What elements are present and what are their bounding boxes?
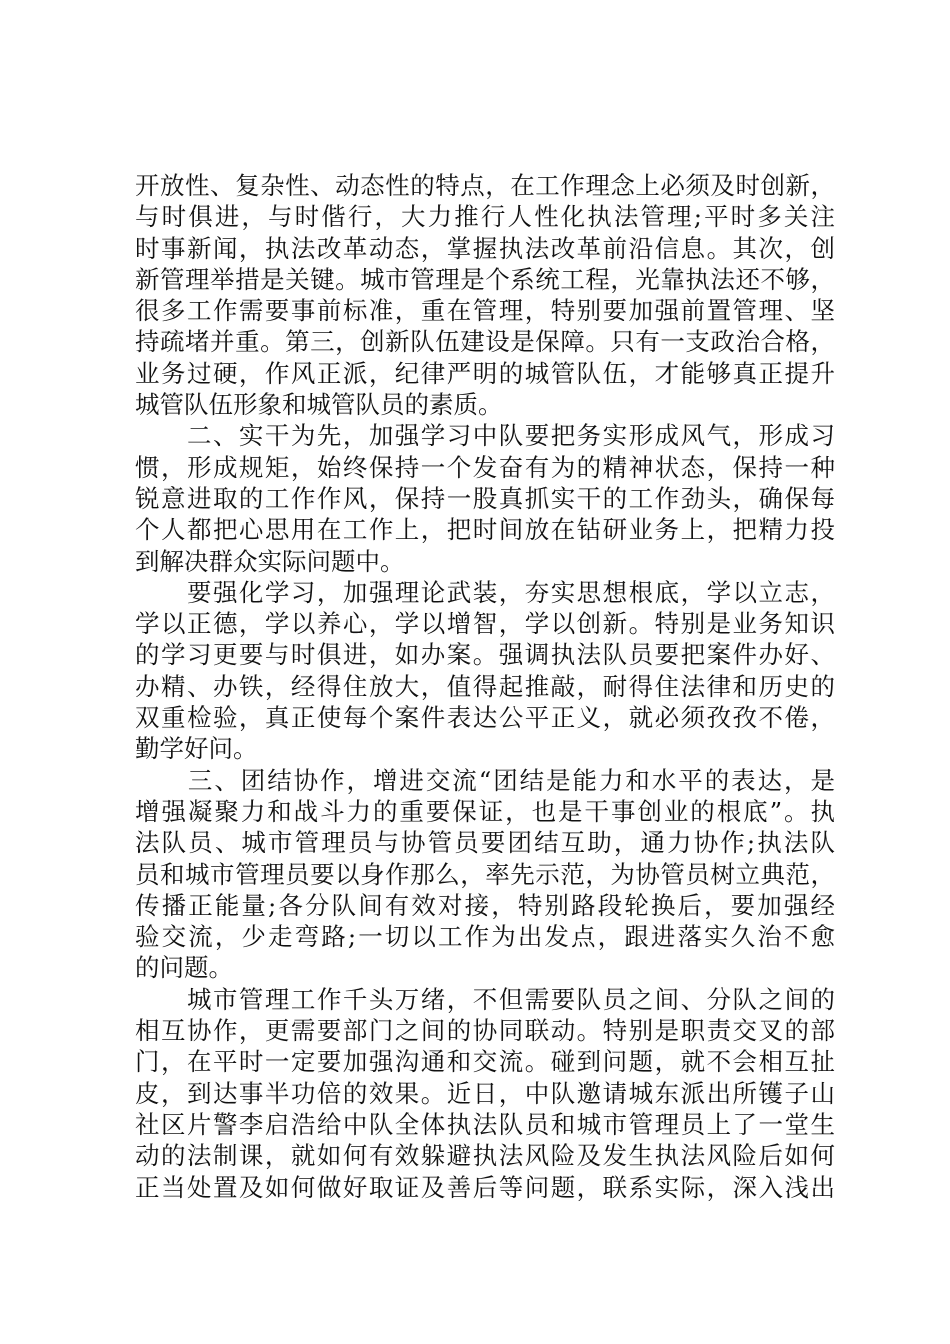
text-line: 员和城市管理员要以身作那么，率先示范，为协管员树立典范，: [135, 859, 835, 889]
text-line: 的问题。: [135, 953, 233, 983]
text-line: 新管理举措是关键。城市管理是个系统工程，光靠执法还不够，: [135, 264, 835, 294]
text-line: 惯，形成规矩，始终保持一个发奋有为的精神状态，保持一种: [135, 452, 835, 482]
text-line: 验交流，少走弯路;一切以工作为出发点，跟进落实久治不愈: [135, 922, 835, 952]
text-line: 开放性、复杂性、动态性的特点，在工作理念上必须及时创新，: [135, 171, 835, 200]
text-line: 动的法制课，就如何有效躲避执法风险及发生执法风险后如何: [135, 1141, 835, 1171]
text-line: 办精、办铁，经得住放大，值得起推敲，耐得住法律和历史的: [135, 671, 835, 701]
text-line: 门，在平时一定要加强沟通和交流。碰到问题，就不会相互扯: [135, 1047, 835, 1077]
text-line: 社区片警李启浩给中队全体执法队员和城市管理员上了一堂生: [135, 1109, 835, 1139]
text-line: 正当处置及如何做好取证及善后等问题，联系实际，深入浅出: [135, 1172, 835, 1202]
text-line: 传播正能量;各分队间有效对接，特别路段轮换后，要加强经: [135, 890, 835, 920]
text-line: 要强化学习，加强理论武装，夯实思想根底，学以立志，: [135, 577, 835, 607]
text-line: 到解决群众实际问题中。: [135, 546, 405, 576]
text-line: 法队员、城市管理员与协管员要团结互助，通力协作;执法队: [135, 828, 835, 858]
text-line: 二、实干为先，加强学习中队要把务实形成风气，形成习: [135, 421, 835, 451]
text-line: 皮，到达事半功倍的效果。近日，中队邀请城东派出所镬子山: [135, 1078, 835, 1108]
text-line: 相互协作，更需要部门之间的协同联动。特别是职责交叉的部: [135, 1016, 835, 1046]
text-line: 勤学好问。: [135, 734, 258, 764]
text-line: 增强凝聚力和战斗力的重要保证，也是干事创业的根底”。执: [135, 796, 835, 826]
text-line: 锐意进取的工作作风，保持一股真抓实干的工作劲头，确保每: [135, 483, 835, 513]
text-line: 持疏堵并重。第三，创新队伍建设是保障。只有一支政治合格，: [135, 327, 835, 357]
text-line: 城市管理工作千头万绪，不但需要队员之间、分队之间的: [135, 984, 835, 1014]
text-line: 很多工作需要事前标准，重在管理，特别要加强前置管理、坚: [135, 296, 835, 326]
text-line: 双重检验，真正使每个案件表达公平正义，就必须孜孜不倦，: [135, 703, 835, 733]
body-text: [135, 170, 835, 1203]
text-line: 三、团结协作，增进交流“团结是能力和水平的表达，是: [135, 765, 835, 795]
text-line: 与时俱进，与时偕行，大力推行人性化执法管理;平时多关注: [135, 202, 835, 232]
text-line: 的学习更要与时俱进，如办案。强调执法队员要把案件办好、: [135, 640, 835, 670]
text-line: 个人都把心思用在工作上，把时间放在钻研业务上，把精力投: [135, 515, 835, 545]
text-line: 学以正德，学以养心，学以增智，学以创新。特别是业务知识: [135, 609, 835, 639]
text-line: 城管队伍形象和城管队员的素质。: [135, 390, 503, 420]
text-line: 业务过硬，作风正派，纪律严明的城管队伍，才能够真正提升: [135, 358, 835, 388]
text-line: 时事新闻，执法改革动态，掌握执法改革前沿信息。其次，创: [135, 233, 835, 263]
